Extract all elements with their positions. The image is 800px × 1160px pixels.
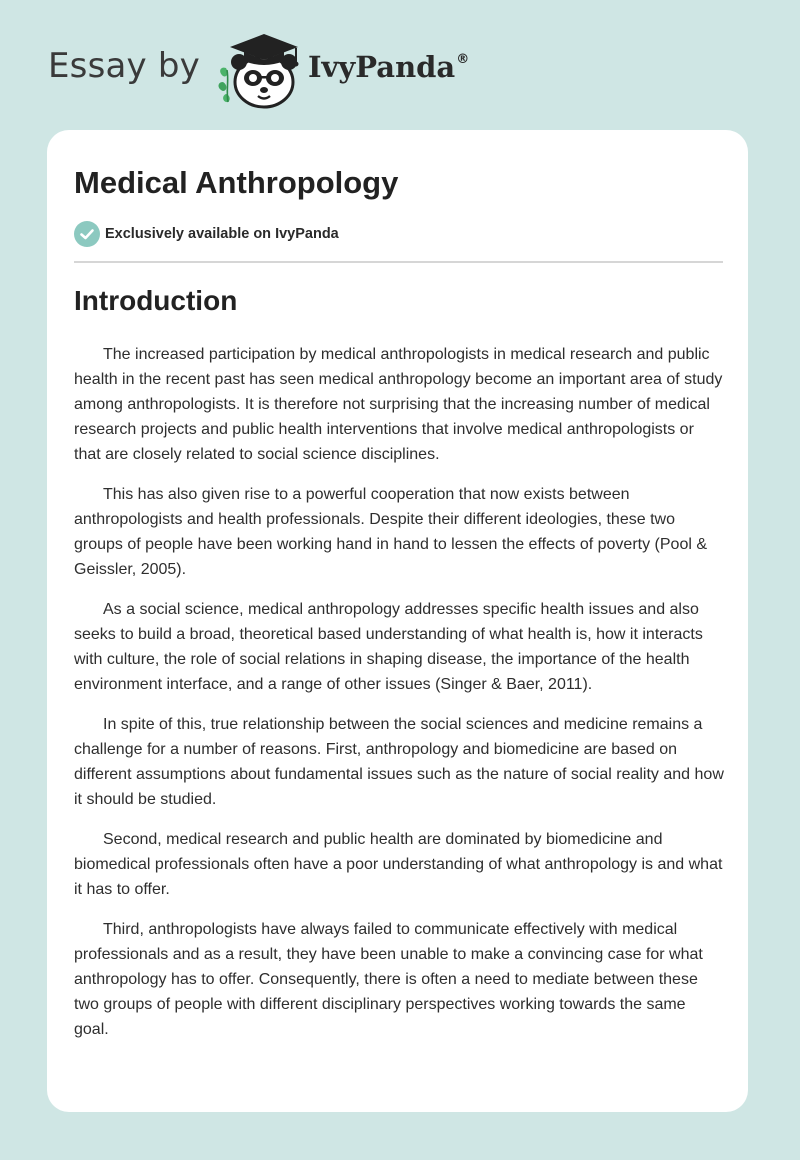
page-title: Medical Anthropology: [74, 165, 399, 200]
title-divider: [74, 261, 723, 263]
paragraph: In spite of this, true relationship between the social sciences and medicine remains a challenge for a number of reasons. First, anthropology and biomedicine are based on different assumptions about fundamental issues such as the nature of social reality and how it should be studied.: [74, 716, 724, 808]
registered-mark: ®: [456, 52, 470, 67]
essay-body: [74, 342, 724, 1057]
section-heading-introduction: Introduction: [74, 285, 238, 316]
check-circle-icon: [74, 221, 100, 247]
brand-name[interactable]: [308, 50, 469, 84]
paragraph: This has also given rise to a powerful cooperation that now exists between anthropologists and health professionals. Despite their different ideologies, these two groups of people have been working hand in hand to lessen the effects of poverty (Pool & Geissler, 2005).: [74, 486, 708, 578]
paragraph: Second, medical research and public health are dominated by biomedicine and biomedical professionals often have a poor understanding of what anthropology is and what it has to offer.: [74, 831, 723, 898]
exclusive-badge: [74, 221, 339, 247]
exclusive-badge-label: Exclusively available on IvyPanda: [105, 226, 339, 242]
panda-graduate-icon[interactable]: [214, 30, 306, 110]
paragraph: The increased participation by medical anthropologists in medical research and public health in the recent past has seen medical anthropology become an important area of study among anthropologists. It is therefore not surprising that the increasing number of medical research projects and public health interventions that involve medical anthropologists or that are closely related to social science disciplines.: [74, 346, 723, 463]
paragraph: Third, anthropologists have always failed to communicate effectively with medical professionals and as a result, they have been unable to make a convincing case for what anthropology has to offer. Consequently, there is often a need to mediate between these two groups of people with different disciplinary perspectives working towards the same goal.: [74, 921, 703, 1038]
site-header: [48, 30, 469, 110]
paragraph: As a social science, medical anthropology addresses specific health issues and also seeks to build a broad, theoretical based understanding of what health is, how it interacts with culture, the role of social relations in shaping disease, the importance of the health environment interface, and a range of other issues (Singer & Baer, 2011).: [74, 601, 703, 693]
brand-name-text: IvyPanda: [307, 50, 456, 84]
essay-by-label: Essay by: [48, 46, 200, 86]
essay-card: [47, 130, 748, 1112]
